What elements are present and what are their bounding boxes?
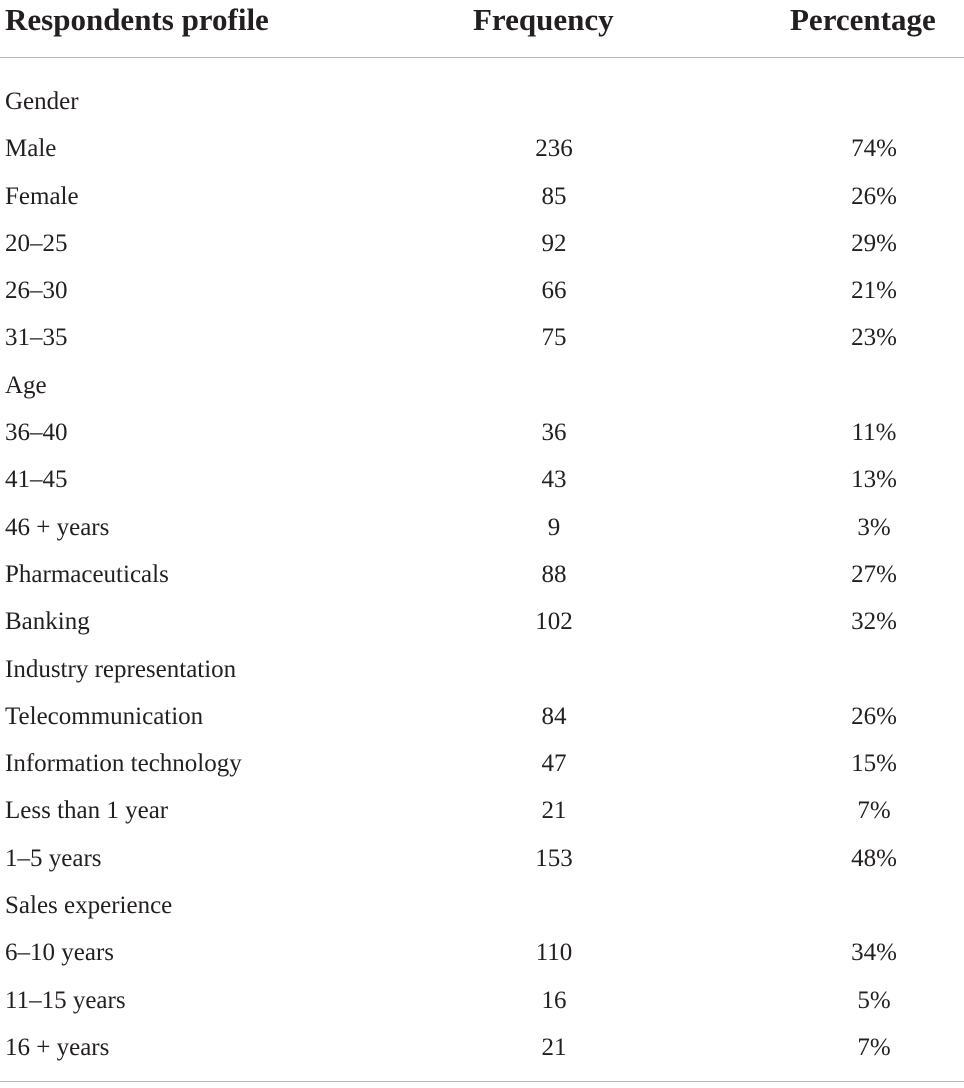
row-label: Age bbox=[5, 371, 47, 399]
table-bottom-rule bbox=[0, 1081, 964, 1082]
row-frequency: 110 bbox=[535, 939, 573, 967]
row-label: 36–40 bbox=[5, 419, 68, 447]
row-frequency: 75 bbox=[541, 324, 567, 352]
row-label: 26–30 bbox=[5, 277, 68, 305]
row-percentage: 26% bbox=[851, 702, 897, 730]
header-percentage: Percentage bbox=[790, 2, 936, 37]
row-percentage: 48% bbox=[851, 844, 897, 872]
table-row bbox=[0, 977, 964, 1024]
row-label: 6–10 years bbox=[5, 939, 114, 967]
row-frequency: 16 bbox=[541, 986, 567, 1014]
table-row bbox=[0, 314, 964, 361]
row-percentage: 32% bbox=[851, 608, 897, 636]
row-percentage: 34% bbox=[851, 939, 897, 967]
row-frequency: 21 bbox=[541, 797, 567, 825]
table-row bbox=[0, 220, 964, 267]
row-frequency: 84 bbox=[541, 702, 567, 730]
table-row bbox=[0, 267, 964, 314]
row-percentage: 7% bbox=[857, 1033, 891, 1061]
row-percentage: 27% bbox=[851, 560, 897, 588]
header-frequency: Frequency bbox=[473, 2, 614, 37]
row-label: Industry representation bbox=[5, 655, 237, 683]
row-frequency: 85 bbox=[541, 182, 567, 210]
row-label: 16 + years bbox=[5, 1033, 110, 1061]
row-label: 11–15 years bbox=[5, 986, 126, 1014]
table-body bbox=[0, 78, 964, 1071]
table-row bbox=[0, 693, 964, 740]
row-percentage: 29% bbox=[851, 229, 897, 257]
table-header-row bbox=[0, 0, 964, 56]
table-row bbox=[0, 835, 964, 882]
row-label: 20–25 bbox=[5, 229, 68, 257]
row-frequency: 236 bbox=[535, 135, 573, 163]
row-percentage: 74% bbox=[851, 135, 897, 163]
row-label: Female bbox=[5, 182, 79, 210]
row-frequency: 43 bbox=[541, 466, 567, 494]
row-frequency: 153 bbox=[535, 844, 573, 872]
row-label: Telecommunication bbox=[5, 702, 204, 730]
row-percentage: 7% bbox=[857, 797, 891, 825]
row-label: Male bbox=[5, 135, 57, 163]
row-frequency: 21 bbox=[541, 1033, 567, 1061]
table-row bbox=[0, 551, 964, 598]
row-percentage: 3% bbox=[857, 513, 891, 541]
table-row bbox=[0, 1024, 964, 1071]
table-row bbox=[0, 409, 964, 456]
row-percentage: 23% bbox=[851, 324, 897, 352]
row-frequency: 36 bbox=[541, 419, 567, 447]
table-row bbox=[0, 78, 964, 125]
row-percentage: 15% bbox=[851, 750, 897, 778]
table-row bbox=[0, 882, 964, 929]
table-row bbox=[0, 787, 964, 834]
row-label: Less than 1 year bbox=[5, 797, 169, 825]
table-row bbox=[0, 362, 964, 409]
row-frequency: 47 bbox=[541, 750, 567, 778]
row-percentage: 11% bbox=[851, 419, 897, 447]
row-label: Gender bbox=[5, 88, 79, 115]
table-row bbox=[0, 173, 964, 220]
table-row bbox=[0, 504, 964, 551]
row-percentage: 26% bbox=[851, 182, 897, 210]
row-label: 31–35 bbox=[5, 324, 68, 352]
row-label: 46 + years bbox=[5, 513, 110, 541]
table-row bbox=[0, 125, 964, 172]
table-row bbox=[0, 456, 964, 503]
row-label: Sales experience bbox=[5, 892, 173, 920]
row-percentage: 21% bbox=[851, 277, 897, 305]
row-frequency: 9 bbox=[547, 513, 561, 541]
row-label: Pharmaceuticals bbox=[5, 560, 169, 588]
row-percentage: 5% bbox=[857, 986, 891, 1014]
table-row bbox=[0, 598, 964, 645]
row-frequency: 66 bbox=[541, 277, 567, 305]
row-label: Banking bbox=[5, 608, 90, 636]
table-row bbox=[0, 740, 964, 787]
header-respondents-profile: Respondents profile bbox=[5, 2, 269, 37]
row-label: 1–5 years bbox=[5, 844, 102, 872]
row-percentage: 13% bbox=[851, 466, 897, 494]
row-label: 41–45 bbox=[5, 466, 68, 494]
table-row bbox=[0, 646, 964, 693]
row-label: Information technology bbox=[5, 750, 242, 778]
table-row bbox=[0, 929, 964, 976]
row-frequency: 88 bbox=[541, 560, 567, 588]
row-frequency: 92 bbox=[541, 229, 567, 257]
header-divider bbox=[0, 57, 964, 58]
row-frequency: 102 bbox=[535, 608, 573, 636]
